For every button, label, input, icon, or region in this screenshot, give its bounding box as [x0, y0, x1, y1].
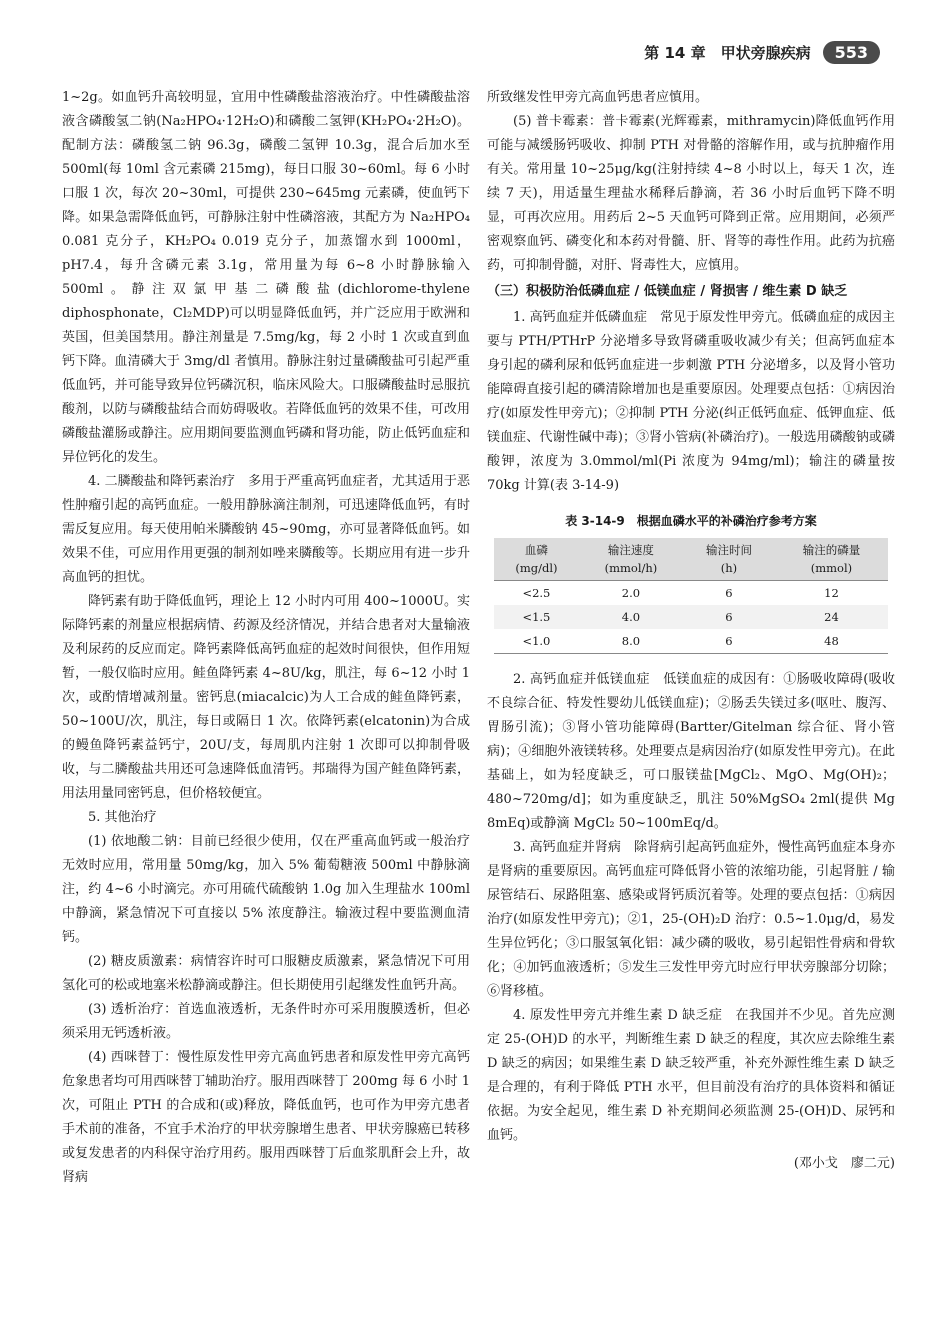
table-row — [494, 605, 888, 629]
table-cell: 8.0 — [579, 629, 683, 654]
table-cell: 2.0 — [621, 586, 641, 600]
table-cell: <2.5 — [522, 586, 551, 600]
paragraph: 1. 高钙血症并低磷血症 常见于原发性甲旁亢。低磷血症的成因主要与 PTH/PTHrP 分泌增多导致肾磷重吸收减少有关；但高钙血症本身引起的磷利尿和低钙血症进一步刺激 PTH 分泌增多，以及肾小管功能障碍直接引起的磷清除增加也是重要原因。处理要点包括：①病因治疗(如原发性甲旁亢)；②抑制 PTH 分泌(纠正低钙血症、低钾血症、低镁血症、代谢性碱中毒)；③肾小管病(补磷治疗)。一般选用磷酸钠或磷酸钾，浓度为 3.0mmol/ml(Pi 浓度为 94mg/ml)；输注的磷量按 70kg 计算(表 3-14-9) — [487, 310, 895, 493]
paragraph: (1) 依地酸二钠：目前已经很少使用，仅在严重高血钙或一般治疗无效时应用，常用量 50mg/kg，加入 5% 葡萄糖液 500ml 中静脉滴注，约 4~6 小时滴完。亦可用硫代硫酸钠 1.0g 加入生理盐水 100ml 中静滴，紧急情况下可直接以 5% 浓度静注。输液过程中要监测血清钙。 — [62, 834, 470, 945]
paragraph: 2. 高钙血症并低镁血症 低镁血症的成因有：①肠吸收障碍(吸收不良综合征、特发性婴幼儿低镁血症)；②肠丢失镁过多(呕吐、腹泻、胃肠引流)；③肾小管功能障碍(Bartter/Gitelman 综合征、肾小管病)；④细胞外液镁转移。处理要点是病因治疗(如原发性甲旁亢)。在此基础上，如为轻度缺乏，可口服镁盐[MgCl₂、MgO、Mg(OH)₂；480~720mg/d]；如为重度缺乏，肌注 50%MgSO₄ 2ml(提供 Mg 8mEq)或静滴 MgCl₂ 50~100mEq/d。 — [487, 672, 895, 831]
paragraph: (2) 糖皮质激素：病情容许时可口服糖皮质激素，紧急情况下可用氢化可的松或地塞米松静滴或静注。但长期使用引起继发性血钙升高。 — [62, 954, 470, 993]
paragraph: 1~2g。如血钙升高较明显，宜用中性磷酸盐溶液治疗。中性磷酸盐溶液含磷酸氢二钠(Na₂HPO₄·12H₂O)和磷酸二氢钾(KH₂PO₄·2H₂O)。配制方法：磷酸氢二钠 96.3g，磷酸二氢钾 10.3g，混合后加水至 500ml(每 10ml 含元素磷 215mg)，每日口服 30~60ml。每 6 小时口服 1 次，每次 20~30ml，可提供 230~645mg 元素磷，使血钙下降。如果急需降低血钙，可静脉注射中性磷溶液，其配方为 Na₂HPO₄ 0.081 克分子，KH₂PO₄ 0.019 克分子，加蒸馏水到 1000ml，pH7.4，每升含磷元素 3.1g，常用量为每 6~8 小时静脉输入 500ml。静注双氯甲基二磷酸盐(dichlorome-thylene diphosphonate，Cl₂MDP)可以明显降低血钙，并广泛应用于欧洲和英国，但美国禁用。静注剂量是 7.5mg/kg，每 2 小时 1 次或直到血钙下降。血清磷大于 3mg/dl 者慎用。静脉注射过量磷酸盐可引起严重低血钙，并可能导致异位钙磷沉积，临床风险大。口服磷酸盐时忌服抗酸剂，以防与磷酸盐结合而妨碍吸收。若降低血钙的效果不佳，可改用磷酸盐灌肠或静注。应用期间要监测血钙磷和肾功能，防止低钙血症和异位钙化的发生。 — [62, 90, 470, 465]
table-cell: 6 — [683, 629, 775, 654]
table-cell: 24 — [824, 610, 839, 624]
table-cell: 48 — [775, 629, 888, 654]
paragraph: (4) 西咪替丁：慢性原发性甲旁亢高血钙患者和原发性甲旁亢高钙危象患者均可用西咪替丁辅助治疗。服用西咪替丁 200mg 每 6 小时 1 次，可阻止 PTH 的合成和(或)释放，降低血钙，也可作为甲旁亢患者手术前的准备，不宜手术治疗的甲状旁腺增生患者、甲状旁腺癌已转移或复发患者的内科保守治疗用药。服用西咪替丁后血浆肌酐会上升，故肾病 — [62, 1050, 470, 1185]
paragraph: 4. 原发性甲旁亢并维生素 D 缺乏症 在我国并不少见。首先应测定 25-(OH)D 的水平，判断维生素 D 缺乏的程度，其次应去除维生素 D 缺乏的病因；如果维生素 D 缺乏较严重，补充外源性维生素 D 缺乏是合理的，有利于降低 PTH 水平，但目前没有治疗的具体资料和循证依据。为安全起见，维生素 D 补充期间必须监测 25-(OH)D、尿钙和血钙。 — [487, 1008, 895, 1143]
left-column — [62, 86, 470, 1190]
table-header-cell: 血磷 (mg/dl) — [494, 538, 579, 581]
page-number: 553 — [823, 41, 880, 64]
table-cell: 12 — [824, 586, 839, 600]
table-title: 表 3-14-9 根据血磷水平的补磷治疗参考方案 — [565, 514, 817, 528]
paragraph: 4. 二膦酸盐和降钙素治疗 多用于严重高钙血症者，尤其适用于恶性肿瘤引起的高钙血症。一般用静脉滴注制剂，可迅速降低血钙，有时需反复应用。每天使用帕米膦酸钠 45~90mg，亦可显著降低血钙。如效果不佳，可应用作用更强的制剂如唑来膦酸等。长期应用有进一步升高血钙的担忧。 — [62, 474, 470, 585]
paragraph: 降钙素有助于降低血钙，理论上 12 小时内可用 400~1000U。实际降钙素的剂量应根据病情、药源及经济情况，并结合患者对大量输液及利尿药的反应而定。降钙素降低高钙血症的起效时间很快，但作用短暂，一般仅临时应用。鲑鱼降钙素 4~8U/kg，肌注，每 6~12 小时 1 次，或酌情增减剂量。密钙息(miacalcic)为人工合成的鲑鱼降钙素，50~100U/次，肌注，每日或隔日 1 次。依降钙素(elcatonin)为合成的鳗鱼降钙素益钙宁，20U/支，每周肌内注射 1 次即可以抑制骨吸收，与二膦酸盐共用还可急速降低血清钙。邦瑞得为国产鲑鱼降钙素，用法用量同密钙息，但价格较便宜。 — [62, 594, 470, 801]
table-header-cell: 输注速度 (mmol/h) — [579, 538, 683, 581]
table-cell: <1.5 — [522, 610, 551, 624]
paragraph: (5) 普卡霉素：普卡霉素(光辉霉素，mithramycin)降低血钙作用可能与减缓肠钙吸收、抑制 PTH 对骨骼的溶解作用，或与抗肿瘤作用有关。常用量 10~25μg/kg(注射持续 4~8 小时以上，每天 1 次，连续 7 天)，用适量生理盐水稀释后静滴，若 36 小时后血钙下降不明显，可再次应用。用药后 2~5 天血钙可降到正常。应用期间，必须严密观察血钙、磷变化和本药对骨髓、肝、肾等的毒性作用。此药为抗癌药，可抑制骨髓，对肝、肾毒性大，应慎用。 — [487, 114, 895, 273]
table-cell: 6 — [725, 586, 733, 600]
table-cell: 6 — [725, 610, 733, 624]
author-credit: (邓小戈 廖二元) — [793, 1156, 895, 1171]
paragraph: 5. 其他治疗 — [88, 810, 157, 825]
paragraph: 3. 高钙血症并肾病 除肾病引起高钙血症外，慢性高钙血症本身亦是肾病的重要原因。高钙血症可降低肾小管的浓缩功能，引起肾脏 / 输尿管结石、尿路阻塞、感染或肾钙质沉着等。处理的要点包括：①病因治疗(如原发性甲旁亢)；②1，25-(OH)₂D 治疗：0.5~1.0μg/d，易发生异位钙化；③口服氢氧化铝：减少磷的吸收，易引起铝性骨病和骨软化；④加钙血液透析；⑤发生三发性甲旁亢时应行甲状旁腺部分切除；⑥肾移植。 — [487, 840, 895, 999]
table-cell: 4.0 — [621, 610, 641, 624]
table-cell: <1.0 — [494, 629, 579, 654]
paragraph: (3) 透析治疗：首选血液透析，无条件时亦可采用腹膜透析，但必须采用无钙透析液。 — [62, 1002, 470, 1041]
table-header-cell: 输注时间 (h) — [683, 538, 775, 581]
right-column — [487, 86, 895, 1176]
table-row — [494, 629, 888, 654]
table-row — [494, 581, 888, 606]
page-header — [644, 38, 880, 66]
phosphate-table — [494, 538, 888, 654]
table-header-row — [494, 538, 888, 581]
section-heading: （三）积极防治低磷血症 / 低镁血症 / 肾损害 / 维生素 D 缺乏 — [487, 284, 848, 299]
table-header-cell: 输注的磷量 (mmol) — [775, 538, 888, 581]
paragraph: 所致继发性甲旁亢高血钙患者应慎用。 — [487, 90, 709, 105]
chapter-title: 第 14 章 甲状旁腺疾病 — [644, 43, 811, 62]
